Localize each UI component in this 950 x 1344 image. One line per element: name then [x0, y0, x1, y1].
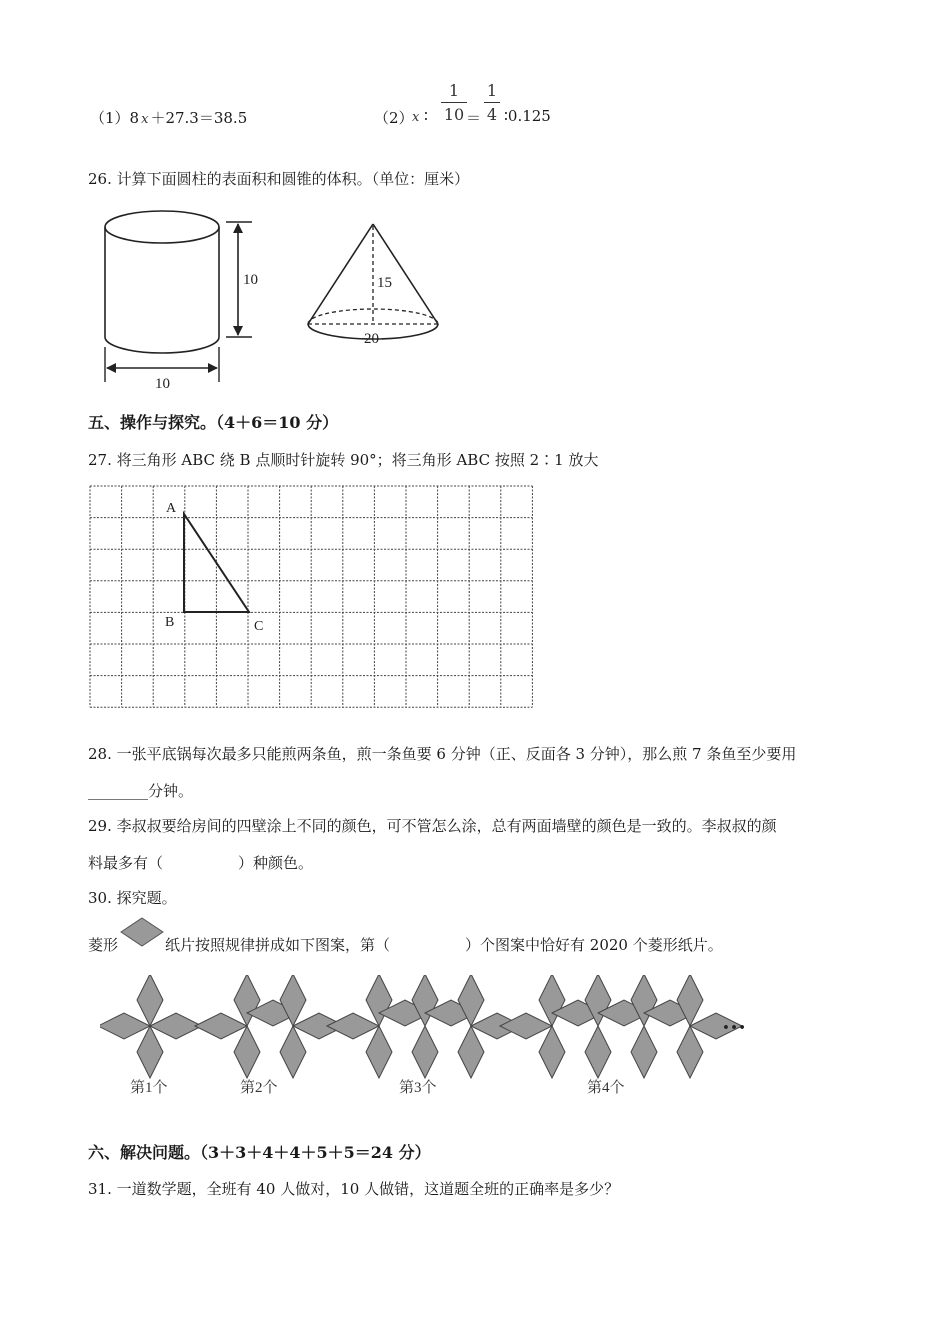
variable-x: x	[141, 112, 149, 127]
vertex-b-label: B	[165, 615, 175, 630]
cylinder-bottom-arc	[105, 337, 219, 353]
rhombus-tile	[458, 1026, 484, 1078]
question-30-title: 30. 探究题。	[88, 889, 177, 907]
grid-figure	[88, 484, 534, 710]
arrow-up-icon	[233, 223, 243, 233]
rhombus-tile	[366, 975, 392, 1026]
rhombus-tile	[195, 1013, 247, 1039]
vertex-a-label: A	[166, 501, 177, 516]
rhombus-tile	[366, 1026, 392, 1078]
ellipsis-label: …	[722, 1009, 746, 1035]
rhombus-patterns	[100, 975, 742, 1078]
rhombus-tile	[327, 1013, 379, 1039]
equation-1-rest: ＋27.3＝38.5	[150, 109, 248, 127]
section-5-title: 五、操作与探究。（4＋6＝10 分）	[88, 413, 339, 432]
rhombus-tile	[631, 1026, 657, 1078]
arrow-down-icon	[233, 326, 243, 336]
pattern-figure	[100, 975, 760, 1105]
equation-1	[90, 107, 247, 128]
equals-sign: ＝	[466, 109, 482, 127]
rhombus-tile	[585, 1026, 611, 1078]
cylinder-figure	[95, 200, 275, 400]
rhombus-tile	[280, 1026, 306, 1078]
rhombus-tile	[677, 1026, 703, 1078]
question-29-line-1: 29. 李叔叔要给房间的四壁涂上不同的颜色，可不管怎么涂，总有两面墙壁的颜色是一致的。李叔叔的颜	[88, 817, 777, 835]
arrow-left-icon	[106, 363, 116, 373]
rhombus-tile	[539, 1026, 565, 1078]
equation-2-label: （2）	[374, 109, 414, 127]
fraction-bar	[484, 102, 500, 103]
fraction-one-tenth	[441, 81, 467, 124]
rhombus-tile	[137, 975, 163, 1026]
question-28-line-1: 28. 一张平底锅每次最多只能煎两条鱼，煎一条鱼要 6 分钟（正、反面各 3 分钟），那么煎 7 条鱼至少要用	[88, 745, 797, 763]
rhombus-icon	[119, 916, 165, 948]
rhombus-tile	[137, 1026, 163, 1078]
pattern-caption-4: 第4个	[587, 1080, 625, 1096]
equation-2-rest: ∶0.125	[504, 107, 551, 125]
equation-1-label: （1）8	[90, 109, 140, 127]
rhombus-tile	[100, 1013, 150, 1039]
cone-height-label: 15	[377, 275, 392, 291]
fraction-bar	[441, 102, 467, 103]
cone-figure	[300, 218, 450, 353]
pattern-caption-3: 第3个	[399, 1080, 437, 1096]
fraction-denominator: 4	[486, 105, 498, 124]
question-27: 27. 将三角形 ABC 绕 B 点顺时针旋转 90°；将三角形 ABC 按照 2∶1 放大	[88, 451, 599, 469]
pattern-caption-1: 第1个	[130, 1080, 168, 1096]
rhombus-tile	[539, 975, 565, 1026]
arrow-right-icon	[208, 363, 218, 373]
fraction-numerator: 1	[448, 81, 460, 100]
question-31: 31. 一道数学题，全班有 40 人做对，10 人做错，这道题全班的正确率是多少？	[88, 1180, 620, 1198]
fraction-denominator: 10	[443, 105, 465, 124]
cylinder-diameter-label: 10	[155, 376, 170, 392]
fraction-numerator: 1	[486, 81, 498, 100]
rhombus-tile	[500, 1013, 552, 1039]
ratio-colon: ∶	[424, 107, 428, 125]
variable-x: x	[412, 110, 420, 125]
question-26: 26. 计算下面圆柱的表面积和圆锥的体积。（单位：厘米）	[88, 170, 470, 188]
cylinder-height-label: 10	[243, 272, 258, 288]
question-28-line-2: ________分钟。	[88, 782, 194, 800]
vertex-c-label: C	[254, 619, 264, 634]
cylinder-top	[105, 211, 219, 243]
cone-diameter-label: 20	[364, 331, 379, 347]
grid-lines	[90, 486, 532, 707]
question-29-line-2: 料最多有（ ）种颜色。	[88, 854, 314, 872]
question-30-text-after: 纸片按照规律拼成如下图案，第（ ）个图案中恰好有 2020 个菱形纸片。	[165, 936, 723, 954]
question-30-text-before: 菱形	[88, 936, 119, 954]
pattern-caption-2: 第2个	[240, 1080, 278, 1096]
fraction-one-quarter	[484, 81, 500, 124]
rhombus-tile	[234, 975, 260, 1026]
rhombus-tile	[412, 1026, 438, 1078]
section-6-title: 六、解决问题。（3＋3＋4＋4＋5＋5＝24 分）	[88, 1143, 431, 1162]
rhombus-tile	[234, 1026, 260, 1078]
